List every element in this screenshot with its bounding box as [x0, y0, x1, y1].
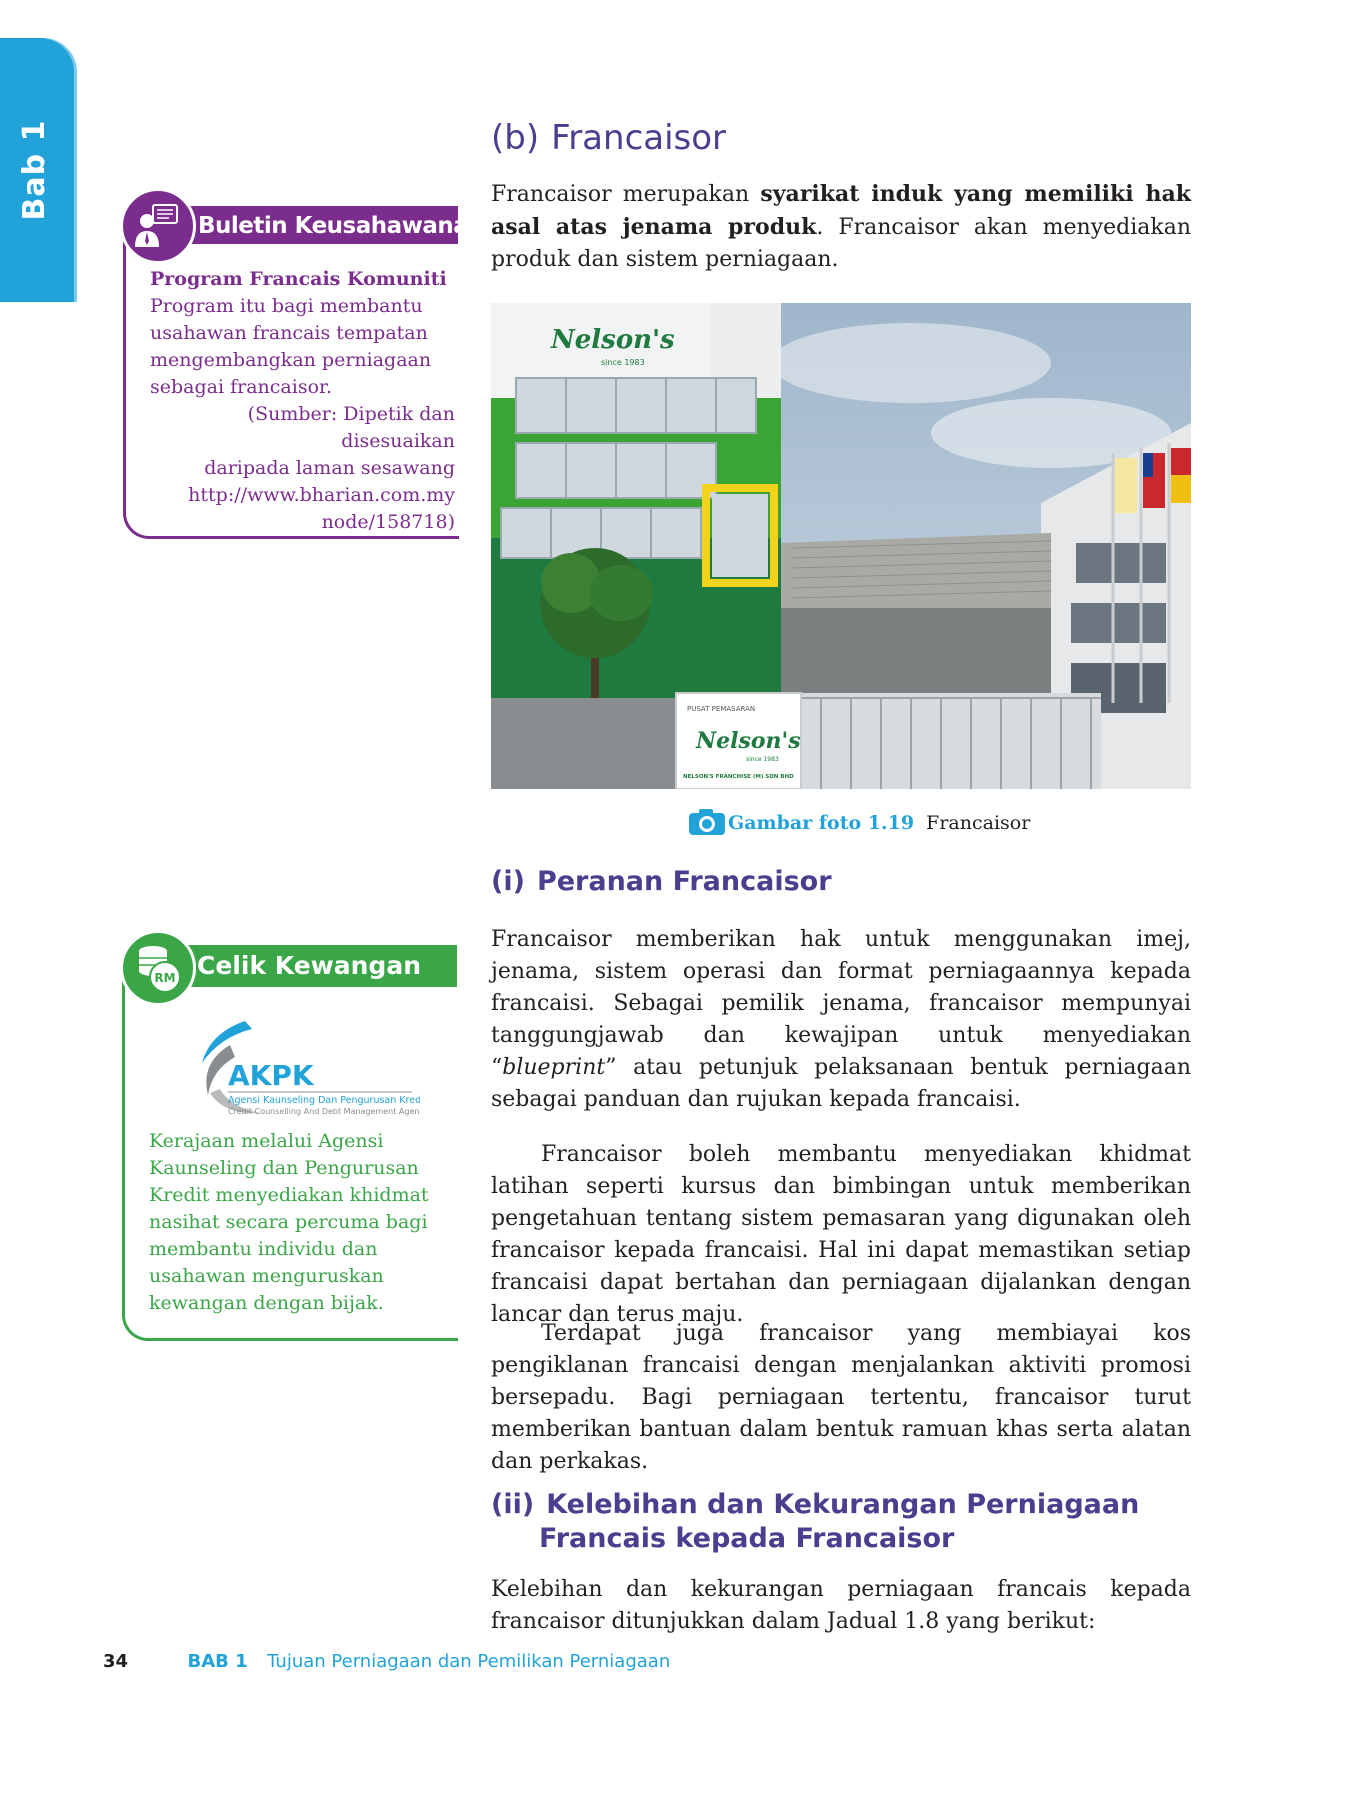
buletin-title: Buletin Keusahawanan	[198, 213, 485, 239]
board-sign-small: PUSAT PEMASARAN	[687, 705, 756, 713]
subsection-ii-number: (ii)	[491, 1489, 535, 1520]
buletin-content	[150, 266, 455, 536]
buletin-heading: Program Francais Komuniti	[150, 268, 447, 290]
akpk-logo-line1: Agensi Kaunseling Dan Pengurusan Kredit	[228, 1095, 420, 1106]
subsection-ii-heading	[491, 1488, 1139, 1556]
subsection-ii-title-2: Francais kepada Francaisor	[539, 1523, 955, 1554]
buletin-source-4: node/158718)	[321, 511, 455, 533]
chapter-tab-label: Bab 1	[17, 119, 52, 221]
caption-text: Francaisor	[926, 812, 1031, 834]
section-heading	[491, 118, 726, 158]
akpk-logo	[190, 1015, 420, 1125]
paragraph-1	[491, 924, 1191, 1116]
subsection-number: (i)	[491, 866, 525, 897]
money-icon	[120, 930, 196, 1006]
top-sign-since: since 1983	[601, 358, 645, 367]
page-number: 34	[103, 1651, 129, 1672]
camera-icon	[688, 808, 726, 836]
buletin-source-1: (Sumber: Dipetik dan disesuaikan	[247, 403, 455, 452]
footer-chapter: BAB 1	[187, 1651, 248, 1672]
paragraph-2	[491, 1139, 1191, 1331]
section-title: Francaisor	[551, 118, 727, 158]
buletin-body: Program itu bagi membantu usahawan francais tempatan mengembangkan perniagaan sebagai francaisor.	[150, 295, 432, 398]
francaisor-photo	[491, 303, 1191, 789]
page-footer	[103, 1650, 670, 1674]
celik-body: Kerajaan melalui Agensi Kaunseling dan Pengurusan Kredit menyediakan khidmat nasihat secara percuma bagi membantu individu dan usahawan menguruskan kewangan dengan bijak.	[149, 1130, 429, 1314]
paragraph-3	[491, 1318, 1191, 1478]
para1-text-2: ” atau petunjuk pelaksanaan bentuk perniagaan sebagai panduan dan rujukan kepada francaisi.	[491, 1055, 1191, 1112]
intro-text-1: Francaisor merupakan	[491, 182, 761, 207]
para3-text: Terdapat juga francaisor yang membiayai kos pengiklanan francaisi dengan menjalankan aktiviti promosi bersepadu. Bagi perniagaan tertentu, francaisor turut memberikan bantuan dalam bentuk ramuan khas serta alatan dan perkakas.	[491, 1321, 1191, 1474]
subsection-heading	[491, 866, 832, 897]
photo-caption	[688, 808, 1030, 838]
entrepreneur-icon	[120, 188, 196, 264]
para1-italic: blueprint	[502, 1055, 606, 1080]
intro-text-2: . Francaisor akan menyediakan produk dan sistem perniagaan.	[491, 215, 1191, 272]
akpk-logo-name: AKPK	[228, 1059, 314, 1092]
money-icon-text: RM	[154, 971, 176, 985]
buletin-source-2: daripada laman sesawang	[204, 457, 455, 479]
footer-chapter-title: Tujuan Perniagaan dan Pemilikan Perniagaan	[267, 1651, 671, 1672]
para1-text-1: Francaisor memberikan hak untuk menggunakan imej, jenama, sistem operasi dan format perniagaannya kepada francaisi. Sebagai pemilik jenama, francaisor mempunyai tanggungjawab dan kewajipan untuk menyediakan “	[491, 927, 1191, 1080]
intro-paragraph	[491, 178, 1191, 276]
para2-text: Francaisor boleh membantu menyediakan khidmat latihan seperti kursus dan bimbingan untuk memberikan pengetahuan tentang sistem pemasaran yang digunakan oleh francaisor kepada francaisi. Hal ini dapat memastikan setiap francaisi dapat bertahan dan perniagaan dijalankan dengan lancar dan terus maju.	[491, 1142, 1191, 1327]
board-sign-since: since 1983	[746, 756, 779, 763]
intro-bold-text: syarikat induk yang memiliki hak asal atas jenama produk	[491, 181, 1192, 240]
top-sign-text: Nelson's	[551, 325, 675, 355]
caption-label: Gambar foto 1.19	[728, 812, 915, 834]
subsection-ii-title-1: Kelebihan dan Kekurangan Perniagaan	[546, 1489, 1140, 1520]
akpk-logo-line2: Credit Counselling And Debt Management Agency	[228, 1107, 420, 1116]
subsection-title: Peranan Francaisor	[536, 866, 832, 897]
section-number: (b)	[491, 118, 540, 158]
board-sign-text: Nelson's	[696, 728, 801, 754]
buletin-source-3: http://www.bharian.com.my	[188, 484, 455, 506]
paragraph-4	[491, 1574, 1191, 1638]
para4-text: Kelebihan dan kekurangan perniagaan francais kepada francaisor ditunjukkan dalam Jadual 1.8 yang berikut:	[491, 1577, 1191, 1634]
celik-title: Celik Kewangan	[197, 951, 421, 980]
board-sign-company: NELSON'S FRANCHISE (M) SDN BHD	[683, 774, 794, 780]
